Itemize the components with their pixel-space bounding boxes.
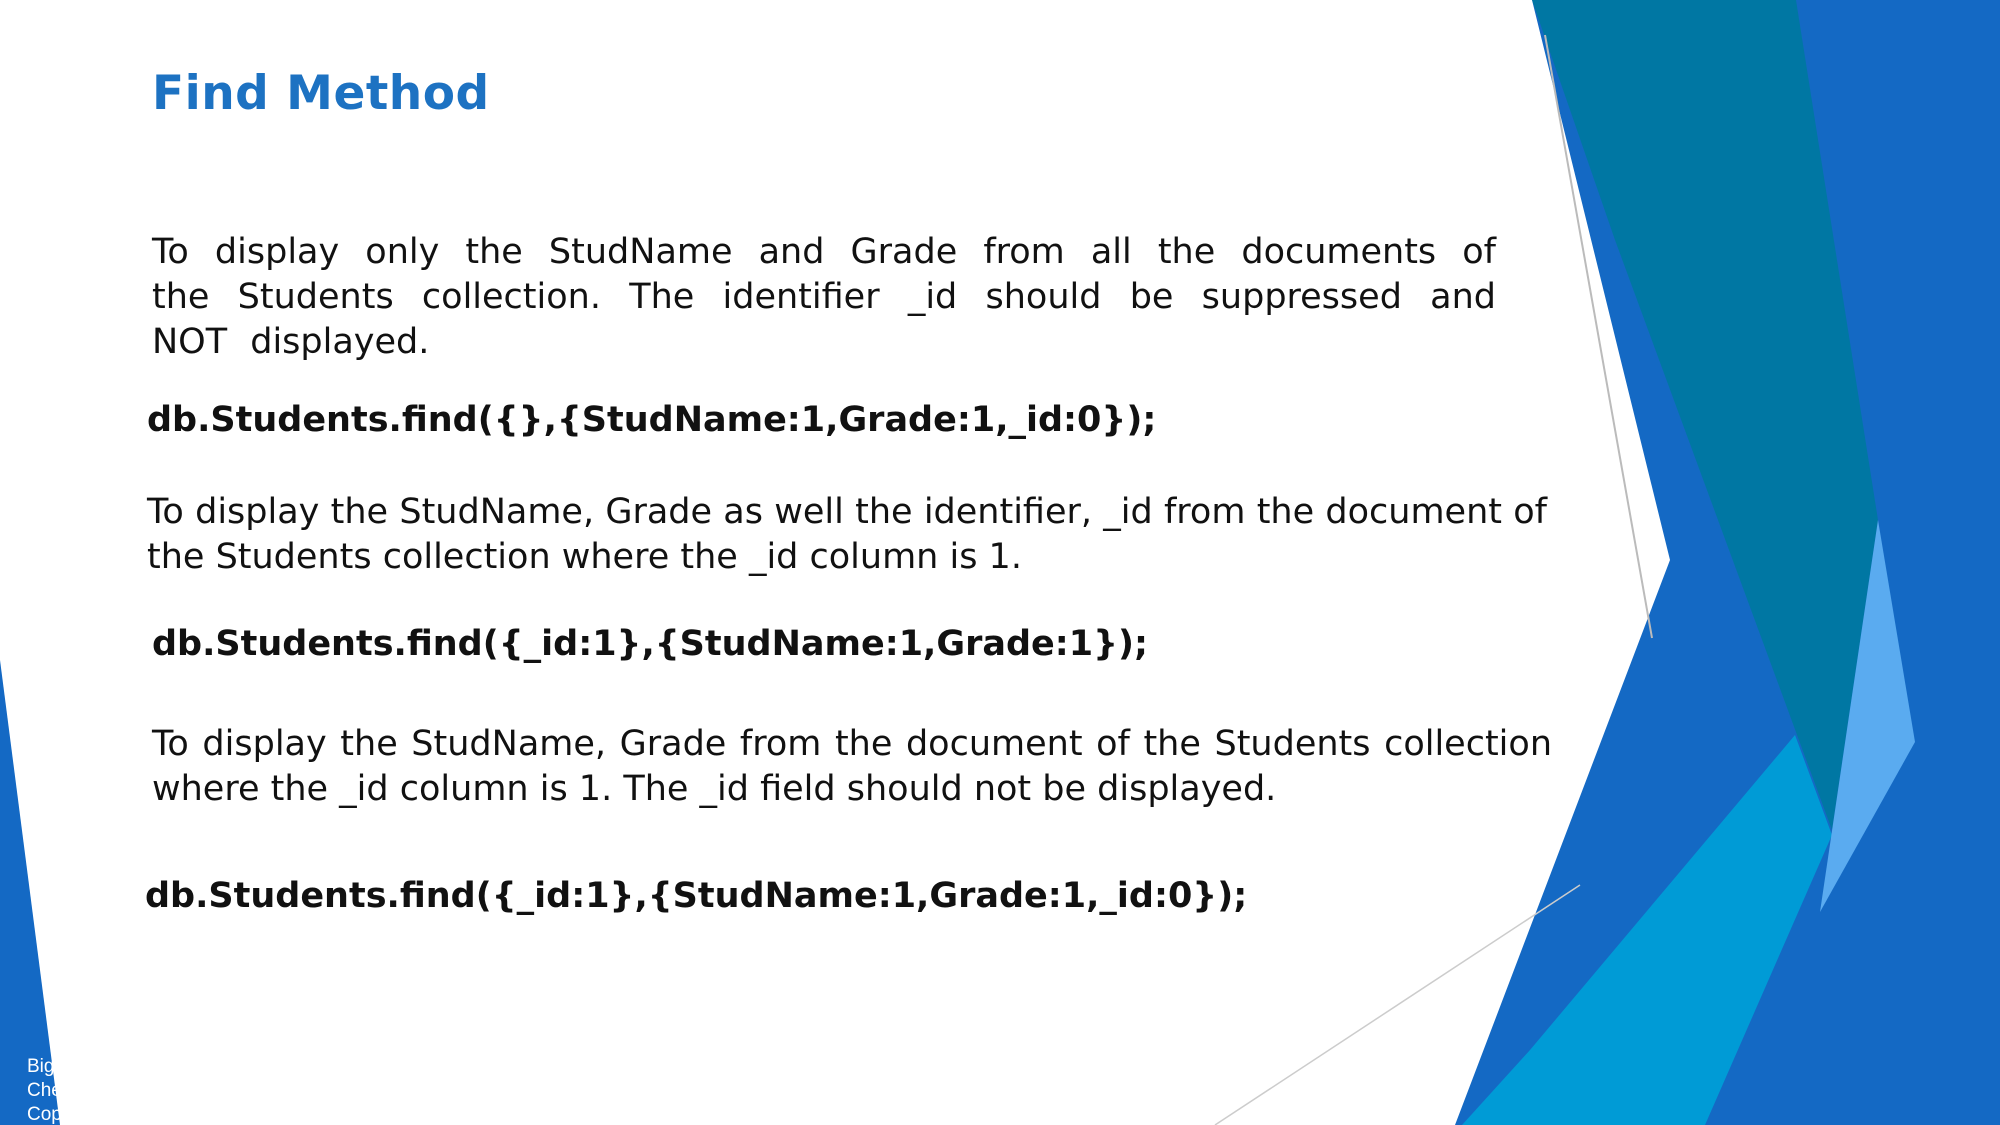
footer-line-3: Copy: [27, 1104, 71, 1125]
code-find-id1-suppress-id: db.Students.find({_id:1},{StudName:1,Grade:1,_id:0});: [145, 876, 1248, 916]
paragraph-display-with-id: To display the StudName, Grade as well the identifier, _id from the document of the Students collection where the _id column is 1.: [147, 492, 1547, 577]
code-find-all-suppress-id: db.Students.find({},{StudName:1,Grade:1,_id:0});: [147, 400, 1157, 440]
footer-line-2: Chel: [27, 1080, 67, 1101]
paragraph-display-without-id: To display the StudName, Grade from the document of the Students collection where the _id column is 1. The _id field should not be displayed.: [152, 724, 1552, 809]
slide-footer: [27, 1055, 71, 1125]
slide-title: Find Method: [152, 66, 490, 121]
code-find-id1-with-id: db.Students.find({_id:1},{StudName:1,Grade:1});: [152, 624, 1149, 664]
paragraph-display-studname-grade: To display only the StudName and Grade from all the documents of the Students collection. The identifier _id should be suppressed and NOT displayed.: [152, 232, 1496, 362]
footer-line-1: Big I: [27, 1056, 66, 1077]
